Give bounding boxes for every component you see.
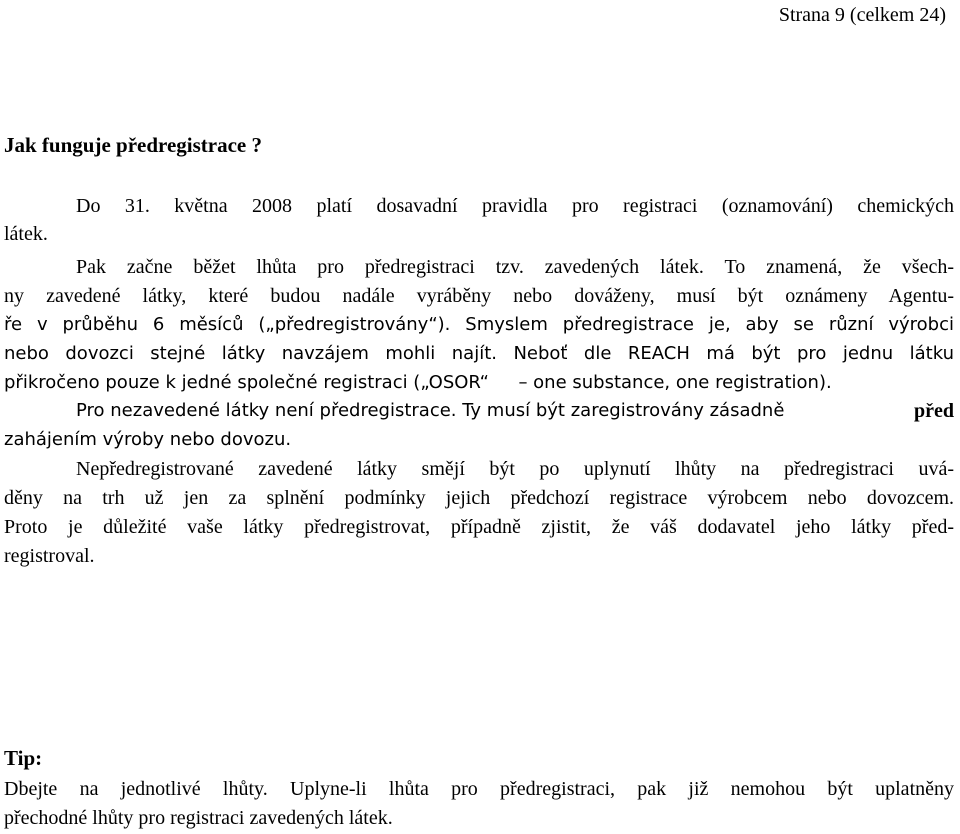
page-number-header: Strana 9 (celkem 24): [778, 4, 946, 26]
paragraph-line: ře v průběhu 6 měsíců („předregistrovány“). Smyslem předregistrace je, aby se různí výrobci: [4, 314, 954, 335]
paragraph-line-text: – one substance, one registration).: [518, 372, 832, 393]
paragraph-line-text: přikročeno pouze k jedné společné registraci („OSOR“: [4, 372, 489, 393]
paragraph-line-text: Pro nezavedené látky není předregistrace. Ty musí být zaregistrovány zásadně: [76, 400, 785, 421]
paragraph-line: Pak začne běžet lhůta pro předregistraci tzv. zavedených látek. To znamená, že všech-: [76, 256, 954, 278]
paragraph-line: registroval.: [4, 545, 95, 567]
paragraph-line: nebo dovozci stejné látky navzájem mohli najít. Neboť dle REACH má být pro jednu látku: [4, 343, 954, 364]
paragraph-line: zahájením výroby nebo dovozu.: [4, 429, 292, 450]
paragraph-line: děny na trh už jen za splnění podmínky jejich předchozí registrace výrobcem nebo dovozcem.: [4, 487, 954, 509]
paragraph-line: [4, 369, 832, 397]
emphasis-before: před: [914, 400, 954, 422]
tip-line: přechodné lhůty pro registraci zavedených látek.: [4, 807, 393, 829]
paragraph-line: Do 31. května 2008 platí dosavadní pravidla pro registraci (oznamování) chemických: [76, 195, 954, 217]
section-heading: Jak funguje předregistrace ?: [4, 133, 262, 157]
paragraph-line: Proto je důležité vaše látky předregistrovat, případně zjistit, že váš dodavatel jeho látky před-: [4, 516, 954, 538]
tip-line: Dbejte na jednotlivé lhůty. Uplyne-li lhůta pro předregistraci, pak již nemohou být uplatněny: [4, 778, 954, 800]
paragraph-line: [76, 397, 954, 425]
paragraph-line: látek.: [4, 223, 48, 245]
tip-label: Tip:: [4, 746, 43, 770]
paragraph-line: ny zavedené látky, které budou nadále vyráběny nebo dováženy, musí být oznámeny Agentu-: [4, 285, 954, 307]
paragraph-line: Nepředregistrované zavedené látky smějí být po uplynutí lhůty na předregistraci uvá-: [76, 458, 954, 480]
